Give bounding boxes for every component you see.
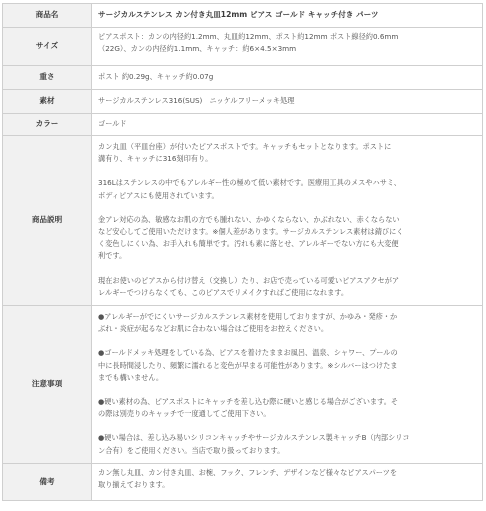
row-weight bbox=[3, 66, 483, 90]
value-weight: ポスト 約0.29g、キャッチ約0.07g bbox=[92, 66, 483, 90]
notes-line: 中に長時間浸したり、頻繁に濡れると変色が早まる可能性があります。※シルバーはつけたま bbox=[98, 360, 398, 370]
description-line: 316Lはステンレスの中でもアレルギー性の極めて低い素材です。医療用工具のメスやハサミ、 bbox=[98, 178, 401, 188]
row-size bbox=[3, 28, 483, 66]
description-line: 現在お使いのピアスから付け替え（交換し）たり、お店で売っている可愛いピアスアクセがア bbox=[98, 275, 400, 285]
description-line: 金アレ対応の為、敏感なお肌の方でも腫れない、かゆくならない、かぶれない、赤くならない bbox=[98, 214, 400, 224]
product-spec-table-wrapper bbox=[2, 3, 483, 501]
notes-line: までも構いません。 bbox=[98, 372, 164, 382]
label-size: サイズ bbox=[3, 28, 92, 66]
product-spec-table bbox=[2, 3, 483, 501]
value-notes bbox=[92, 306, 483, 464]
label-color: カラー bbox=[3, 114, 92, 136]
row-color bbox=[3, 114, 483, 136]
value-product-name: サージカルステンレス カン付き丸皿12mm ピアス ゴールド キャッチ付き パーツ bbox=[92, 4, 483, 28]
size-line: （22G）、カンの内径約1.1mm、キャッチ：約6×4.5×3mm bbox=[98, 44, 297, 54]
description-line: カン丸皿（平皿台座）が付いたピアスポストです。キャッチもセットとなります。ポストに bbox=[98, 142, 392, 151]
description-line: ボディピアスにも使用されています。 bbox=[98, 190, 219, 200]
remarks-line: 取り揃えております。 bbox=[98, 480, 170, 490]
label-product-name: 商品名 bbox=[3, 4, 92, 28]
notes-line: ●硬い素材の為、ピアスポストにキャッチを差し込む際に硬いと感じる場合がございます。そ bbox=[98, 397, 399, 407]
label-weight: 重さ bbox=[3, 66, 92, 90]
label-description: 商品説明 bbox=[3, 136, 92, 306]
row-description bbox=[3, 136, 483, 306]
value-size bbox=[92, 28, 483, 66]
notes-line: の際は別売りのキャッチで一度通してご使用下さい。 bbox=[98, 409, 271, 419]
notes-line: ン合有）をご使用ください。当店で取り扱っております。 bbox=[98, 445, 285, 455]
value-description bbox=[92, 136, 483, 306]
description-line: 利です。 bbox=[98, 251, 127, 261]
notes-line: ぶれ・炎症が起るなどお肌に合わない場合はご使用をお控えください。 bbox=[98, 324, 329, 334]
notes-line: ●硬い場合は、差し込み易いシリコンキャッチやサージカルステンレス製キャッチB（内部シリコ bbox=[98, 433, 410, 443]
size-line: ピアスポスト：カンの内径約1.2mm、丸皿約12mm、ポスト約12mm ポスト線径約0.6mm bbox=[98, 32, 399, 41]
row-notes bbox=[3, 306, 483, 464]
value-material: サージカルステンレス316(SUS) ニッケルフリーメッキ処理 bbox=[92, 90, 483, 114]
remarks-line: カン無し丸皿、カン付き丸皿、お椀、フック、フレンチ、デザインなど様々なピアスパーツを bbox=[98, 467, 398, 477]
label-remarks: 備考 bbox=[3, 463, 92, 500]
description-line: く変色しにくい為、お手入れも簡単です。汚れも素に落とせ、アレルギーでない方にも大変便 bbox=[98, 239, 399, 249]
description-line: 溝有り、キャッチに316刻印有り。 bbox=[98, 154, 213, 164]
label-material: 素材 bbox=[3, 90, 92, 114]
label-notes: 注意事項 bbox=[3, 306, 92, 464]
value-color: ゴールド bbox=[92, 114, 483, 136]
value-remarks bbox=[92, 463, 483, 500]
description-line: など安心してご使用いただけます。※個人差があります。サージカルステンレス素材は錆びにく bbox=[98, 227, 404, 237]
notes-line: ●アレルギーがでにくいサージカルステンレス素材を使用しておりますが、かゆみ・発疹・か bbox=[98, 312, 398, 322]
description-line: レルギーでつけらなくても、このピアスでリメイクすればご使用になれます。 bbox=[98, 287, 349, 297]
row-material bbox=[3, 90, 483, 114]
notes-line: ●ゴールドメッキ処理をしている為、ピアスを着けたままお風呂、温泉、シャワー、プールの bbox=[98, 348, 398, 358]
row-remarks bbox=[3, 463, 483, 500]
row-product-name bbox=[3, 4, 483, 28]
